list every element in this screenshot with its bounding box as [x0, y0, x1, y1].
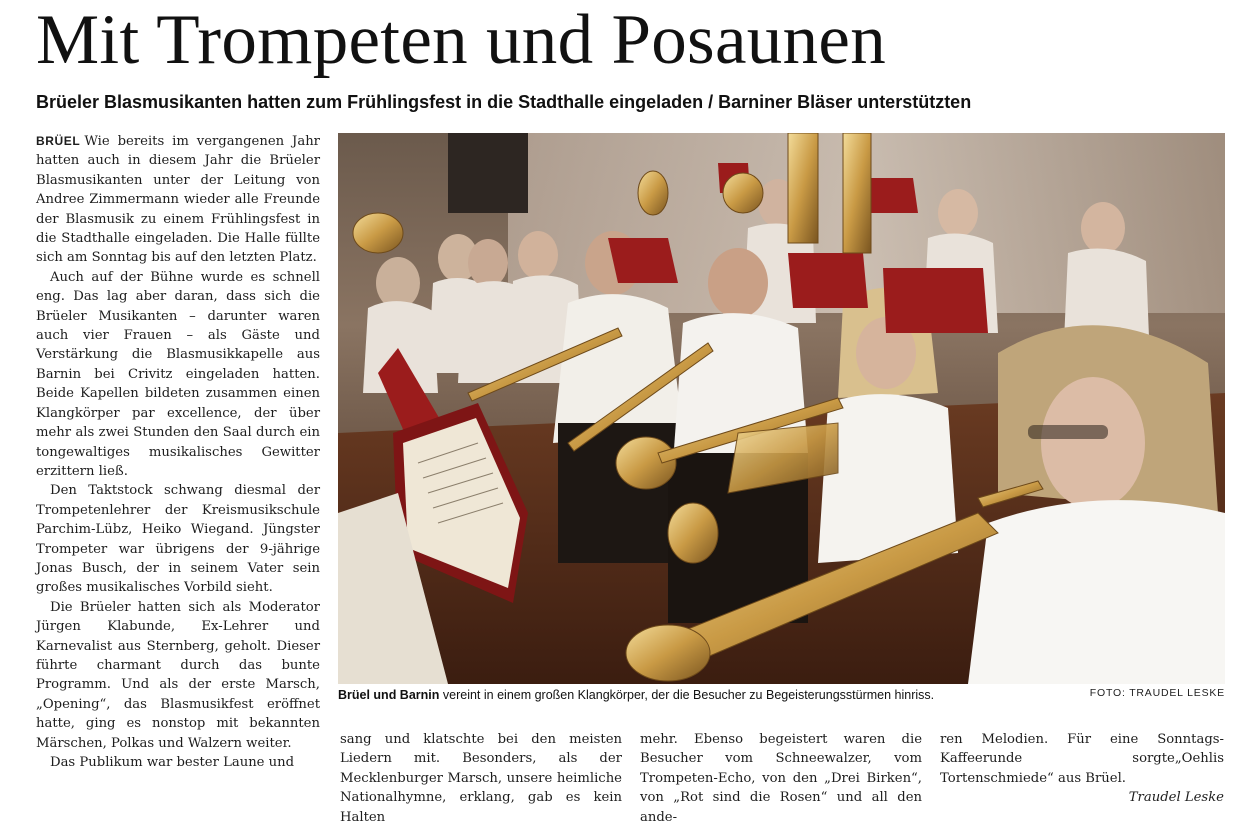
headline: Mit Trompeten und Posaunen [36, 1, 886, 79]
caption-text: vereint in einem großen Klangkörper, der die Besucher zu Begeisterungsstürmen hinriss. [442, 688, 935, 702]
byline: Traudel Leske [1128, 790, 1224, 805]
band-photo [338, 133, 1225, 684]
paragraph-text: Wie bereits im vergangenen Jahr hatten auch in diesem Jahr die Brüeler Blasmusikanten unter der Leitung von Andree Zimmermann wieder alle Freunde der Blasmusik zu einem Frühlingsfest in die Stadthalle eingeladen. Die Halle füllte sich am Sonntag bis auf den letzten Platz. [36, 134, 320, 266]
paragraph: Das Publikum war bester Laune und [50, 755, 295, 770]
paragraph: mehr. Ebenso begeistert waren die Besucher vom Schneewalzer, vom Trompeten-Echo, von den „Drei Birken“, von „Rot sind die Rosen“ und all den ande- [640, 732, 922, 825]
paragraph: ren Melodien. Für eine Sonntags-Kaffeerunde sorgte„Oehlis Tortenschmiede“ aus Brüel. [940, 732, 1224, 786]
dateline: BRÜEL [36, 134, 81, 148]
caption-bold: Brüel und Barnin [338, 688, 440, 702]
article-column-1 [36, 132, 320, 772]
paragraph: Die Brüeler hatten sich als Moderator Jürgen Klabunde, Ex-Lehrer und Karnevalist aus Sternberg, geholt. Dieser führte charmant durch das bunte Programm. Und als der erste Marsch, „Opening“, das Blasmusikfest eröffnet hatte, ging es nonstop mit bekannten Märschen, Polkas und Walzern weiter. [36, 599, 320, 751]
paragraph: Auch auf der Bühne wurde es schnell eng. Das lag aber daran, dass sich die Brüeler Musikanten – darunter waren auch vier Frauen – als Gäste und Verstärkung die Blasmusikkapelle aus Barnin bei Crivitz eingeladen hatten. Beide Kapellen bildeten zusammen einen Klangkörper par excellence, der über mehr als zwei Stunden den Saal durch ein tongewaltiges musikalisches Gewitter erzittern ließ. [36, 269, 320, 479]
photo-credit: FOTO: TRAUDEL LESKE [1089, 687, 1225, 699]
article-column-2 [340, 730, 622, 827]
paragraph [36, 132, 320, 268]
paragraph: sang und klatschte bei den meisten Liedern mit. Besonders, als der Mecklenburger Marsch, unsere heimliche Nationalhymne, erklang, gab es kein Halten [340, 732, 622, 825]
subheadline: Brüeler Blasmusikanten hatten zum Frühlingsfest in die Stadthalle eingeladen / Barniner Bläser unterstützten [36, 92, 972, 112]
paragraph: Den Taktstock schwang diesmal der Trompetenlehrer der Kreismusikschule Parchim-Lübz, Heiko Wiegand. Jüngster Trompeter war übrigens der 9-jährige Jonas Busch, der in seinem Vater sein großes musikalisches Vorbild sieht. [36, 483, 320, 596]
article-column-4 [940, 730, 1224, 788]
article-column-3 [640, 730, 922, 827]
